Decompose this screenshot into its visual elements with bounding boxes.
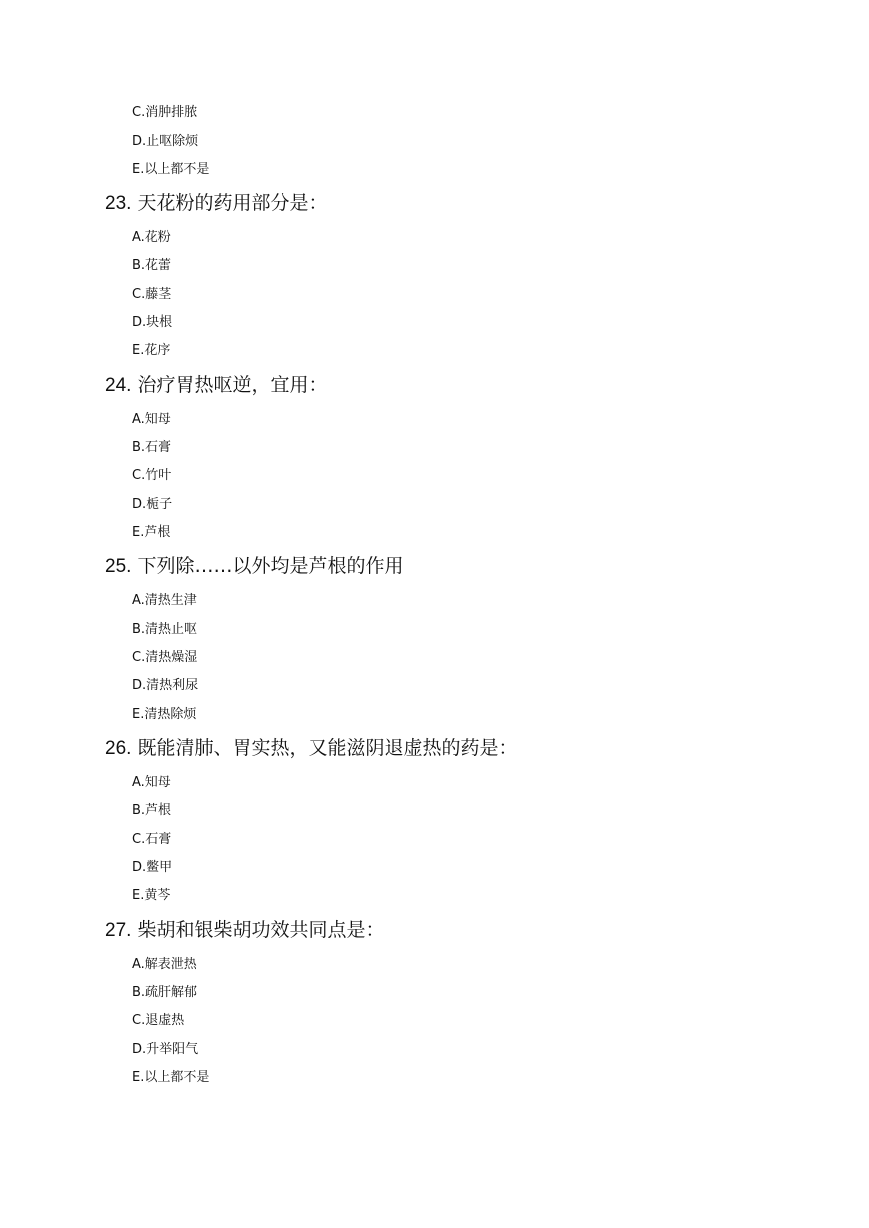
- question-number: 23.: [105, 193, 132, 214]
- option-e: E.以上都不是: [132, 1070, 210, 1085]
- option-e: E.黄芩: [132, 888, 171, 903]
- question-number: 26.: [105, 738, 132, 759]
- option-d: D.清热利尿: [132, 678, 199, 693]
- option-c: C.消肿排脓: [132, 105, 198, 120]
- option-c: C.藤茎: [132, 287, 172, 302]
- option-d: D.栀子: [132, 497, 173, 512]
- question-text: 既能清肺、胃实热，又能滋阴退虚热的药是：: [137, 737, 518, 759]
- option-a: A.知母: [132, 412, 171, 427]
- option-c: C.石膏: [132, 832, 172, 847]
- option-d: D.止呕除烦: [132, 134, 199, 149]
- question-27: [105, 918, 384, 943]
- option-e: E.清热除烦: [132, 707, 197, 722]
- option-e: E.花序: [132, 343, 171, 358]
- option-c: C.退虚热: [132, 1013, 185, 1028]
- option-c: C.清热燥湿: [132, 650, 198, 665]
- question-number: 25.: [105, 556, 132, 577]
- question-text: 治疗胃热呕逆，宜用：: [137, 374, 328, 396]
- option-b: B.芦根: [132, 803, 172, 818]
- question-23: [105, 191, 327, 216]
- option-b: B.花蕾: [132, 258, 172, 273]
- option-a: A.解表泄热: [132, 957, 197, 972]
- question-text: 下列除……以外均是芦根的作用: [137, 555, 404, 577]
- option-d: D.升举阳气: [132, 1042, 199, 1057]
- question-25: [105, 554, 403, 579]
- question-text: 柴胡和银柴胡功效共同点是：: [137, 919, 385, 941]
- question-number: 24.: [105, 375, 132, 396]
- option-c: C.竹叶: [132, 468, 172, 483]
- option-e: E.芦根: [132, 525, 171, 540]
- question-26: [105, 736, 517, 761]
- option-a: A.知母: [132, 775, 171, 790]
- option-a: A.花粉: [132, 230, 171, 245]
- option-e: E.以上都不是: [132, 162, 210, 177]
- option-b: B.清热止呕: [132, 622, 198, 637]
- option-b: B.疏肝解郁: [132, 985, 198, 1000]
- option-b: B.石膏: [132, 440, 172, 455]
- option-d: D.鳖甲: [132, 860, 173, 875]
- option-d: D.块根: [132, 315, 173, 330]
- option-a: A.清热生津: [132, 593, 197, 608]
- question-number: 27.: [105, 920, 132, 941]
- question-text: 天花粉的药用部分是：: [137, 192, 328, 214]
- question-24: [105, 373, 327, 398]
